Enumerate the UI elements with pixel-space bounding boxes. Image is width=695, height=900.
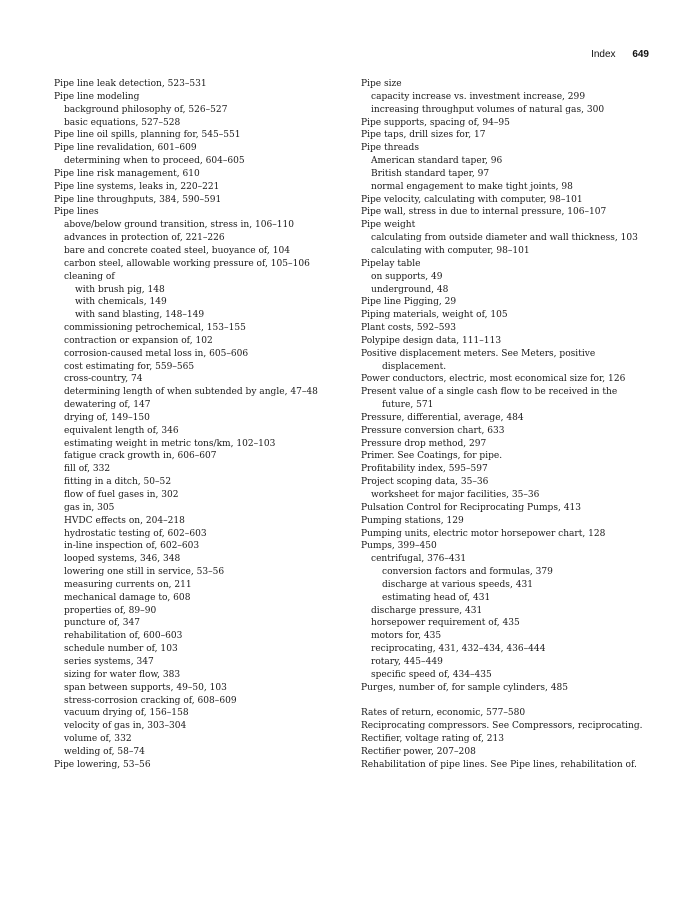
index-subentry: gas in, 305: [64, 502, 115, 513]
index-subentry: discharge at various speeds, 431: [382, 579, 533, 590]
index-entry: Pipe line revalidation, 601–609: [54, 143, 197, 154]
index-subentry: fill of, 332: [64, 464, 111, 475]
index-subentry: velocity of gas in, 303–304: [64, 721, 187, 732]
index-subentry: fitting in a ditch, 50–52: [64, 477, 172, 488]
index-subentry: with sand blasting, 148–149: [75, 310, 205, 321]
index-entry: Purges, number of, for sample cylinders, 485: [361, 682, 569, 693]
index-entry: Primer. See Coatings, for pipe.: [361, 451, 503, 462]
index-subentry: corrosion-caused metal loss in, 605–606: [64, 348, 249, 359]
index-subentry: above/below ground transition, stress in, 106–110: [64, 220, 295, 231]
index-entry: Power conductors, electric, most economical size for, 126: [361, 374, 626, 385]
section-spacer: [361, 695, 661, 708]
index-subentry: reciprocating, 431, 432–434, 436–444: [371, 644, 546, 655]
index-subentry: cost estimating for, 559–565: [64, 361, 195, 372]
index-subentry: series systems, 347: [64, 656, 154, 667]
index-subentry: estimating weight in metric tons/km, 102–103: [64, 438, 276, 449]
index-subentry: capacity increase vs. investment increase, 299: [371, 91, 586, 102]
index-subentry: commissioning petrochemical, 153–155: [64, 323, 246, 334]
index-subentry: increasing throughput volumes of natural gas, 300: [371, 104, 605, 115]
index-entry: Pressure, differential, average, 484: [361, 412, 524, 423]
index-subentry: calculating with computer, 98–101: [371, 245, 530, 256]
index-subentry: displacement.: [382, 361, 447, 372]
index-subentry: schedule number of, 103: [64, 644, 178, 655]
index-subentry: calculating from outside diameter and wall thickness, 103: [371, 233, 638, 244]
index-subentry: with chemicals, 149: [75, 297, 167, 308]
index-subentry: contraction or expansion of, 102: [64, 335, 213, 346]
index-column-left: [54, 78, 354, 772]
index-subentry: mechanical damage to, 608: [64, 592, 191, 603]
index-subentry: underground, 48: [371, 284, 449, 295]
index-entry: Piping materials, weight of, 105: [361, 310, 508, 321]
index-entry: Rectifier power, 207–208: [361, 746, 476, 757]
index-entry: Pressure conversion chart, 633: [361, 425, 505, 436]
index-subentry: stress-corrosion cracking of, 608–609: [64, 695, 237, 706]
index-subentry: hydrostatic testing of, 602–603: [64, 528, 207, 539]
index-subentry: estimating head of, 431: [382, 592, 491, 603]
index-entry: Pipe weight: [361, 220, 416, 231]
index-subentry: cross-country, 74: [64, 374, 143, 385]
index-subentry: background philosophy of, 526–527: [64, 104, 228, 115]
index-subentry: determining when to proceed, 604–605: [64, 156, 245, 167]
index-entry: Pressure drop method, 297: [361, 438, 487, 449]
index-entry: Pipe lowering, 53–56: [54, 759, 151, 770]
index-subentry: properties of, 89–90: [64, 605, 157, 616]
index-subentry: puncture of, 347: [64, 618, 141, 629]
index-entry: Pipe supports, spacing of, 94–95: [361, 117, 510, 128]
index-subentry: on supports, 49: [371, 271, 443, 282]
index-entry: Pipelay table: [361, 258, 421, 269]
index-subentry: advances in protection of, 221–226: [64, 233, 225, 244]
index-subentry: drying of, 149–150: [64, 412, 150, 423]
index-entry: Profitability index, 595–597: [361, 464, 488, 475]
index-entry: Pulsation Control for Reciprocating Pumps, 413: [361, 502, 582, 513]
index-entry: Pumps, 399–450: [361, 541, 437, 552]
index-entry: Pipe line modeling: [54, 91, 140, 102]
index-entry: Reciprocating compressors. See Compressors, reciprocating.: [361, 721, 643, 732]
index-subentry: lowering one still in service, 53–56: [64, 567, 225, 578]
index-entry: Pipe line throughputs, 384, 590–591: [54, 194, 222, 205]
index-entry: Plant costs, 592–593: [361, 323, 456, 334]
index-subentry: motors for, 435: [371, 631, 442, 642]
index-entry: Present value of a single cash flow to be received in the: [361, 387, 618, 398]
index-subentry: conversion factors and formulas, 379: [382, 567, 553, 578]
index-entry: Pipe taps, drill sizes for, 17: [361, 130, 486, 141]
index-subentry: sizing for water flow, 383: [64, 669, 181, 680]
index-subentry: fatigue crack growth in, 606–607: [64, 451, 217, 462]
index-subentry: rotary, 445–449: [371, 656, 443, 667]
index-entry: Pumping units, electric motor horsepower chart, 128: [361, 528, 606, 539]
index-subentry: dewatering of, 147: [64, 400, 151, 411]
index-entry: Pipe velocity, calculating with computer, 98–101: [361, 194, 583, 205]
page-header: [591, 49, 649, 60]
index-subentry: normal engagement to make tight joints, 98: [371, 181, 573, 192]
running-head-title: Index: [591, 49, 616, 60]
index-subentry: equivalent length of, 346: [64, 425, 179, 436]
index-subentry: future, 571: [382, 400, 434, 411]
index-entry: Rates of return, economic, 577–580: [361, 708, 526, 719]
index-entry: Pipe size: [361, 79, 402, 89]
index-subentry: span between supports, 49–50, 103: [64, 682, 227, 693]
index-entry: Pipe wall, stress in due to internal pressure, 106–107: [361, 207, 607, 218]
index-entry: Positive displacement meters. See Meters, positive: [361, 348, 596, 359]
index-subentry: rehabilitation of, 600–603: [64, 631, 183, 642]
index-entry: Pipe line leak detection, 523–531: [54, 79, 207, 89]
index-subentry: carbon steel, allowable working pressure of, 105–106: [64, 258, 310, 269]
index-entry: Pipe line risk management, 610: [54, 168, 200, 179]
index-subentry: looped systems, 346, 348: [64, 554, 181, 565]
index-subentry: flow of fuel gases in, 302: [64, 490, 179, 500]
index-subentry: centrifugal, 376–431: [371, 554, 467, 565]
index-subentry: determining length of when subtended by angle, 47–48: [64, 387, 318, 398]
index-entry: Polypipe design data, 111–113: [361, 335, 502, 346]
index-subentry: welding of, 58–74: [64, 746, 145, 757]
index-column-right: [361, 78, 661, 772]
index-entry: Pipe line oil spills, planning for, 545–551: [54, 130, 241, 141]
index-subentry: discharge pressure, 431: [371, 605, 483, 616]
page-number: 649: [632, 49, 649, 60]
index-subentry: cleaning of: [64, 271, 115, 282]
index-subentry: vacuum drying of, 156–158: [64, 708, 189, 719]
index-entry: Pipe line Pigging, 29: [361, 297, 457, 308]
index-entry: Pipe line systems, leaks in, 220–221: [54, 181, 220, 192]
index-subentry: HVDC effects on, 204–218: [64, 515, 185, 526]
index-subentry: with brush pig, 148: [75, 284, 165, 295]
index-entry: Pipe threads: [361, 143, 419, 154]
index-entry: Rehabilitation of pipe lines. See Pipe lines, rehabilitation of.: [361, 759, 637, 770]
index-subentry: bare and concrete coated steel, buoyance of, 104: [64, 245, 290, 256]
index-subentry: basic equations, 527–528: [64, 117, 181, 128]
index-entry: Pipe lines: [54, 207, 99, 218]
index-subentry: specific speed of, 434–435: [371, 669, 492, 680]
index-entry: Pumping stations, 129: [361, 515, 464, 526]
index-subentry: American standard taper, 96: [371, 156, 503, 167]
index-entry: Project scoping data, 35–36: [361, 477, 489, 488]
index-entry: Rectifier, voltage rating of, 213: [361, 734, 504, 745]
index-subentry: measuring currents on, 211: [64, 579, 192, 590]
index-subentry: British standard taper, 97: [371, 168, 490, 179]
index-subentry: volume of, 332: [64, 734, 132, 745]
index-subentry: worksheet for major facilities, 35–36: [371, 490, 540, 500]
index-subentry: horsepower requirement of, 435: [371, 618, 520, 629]
index-subentry: in-line inspection of, 602–603: [64, 541, 200, 552]
